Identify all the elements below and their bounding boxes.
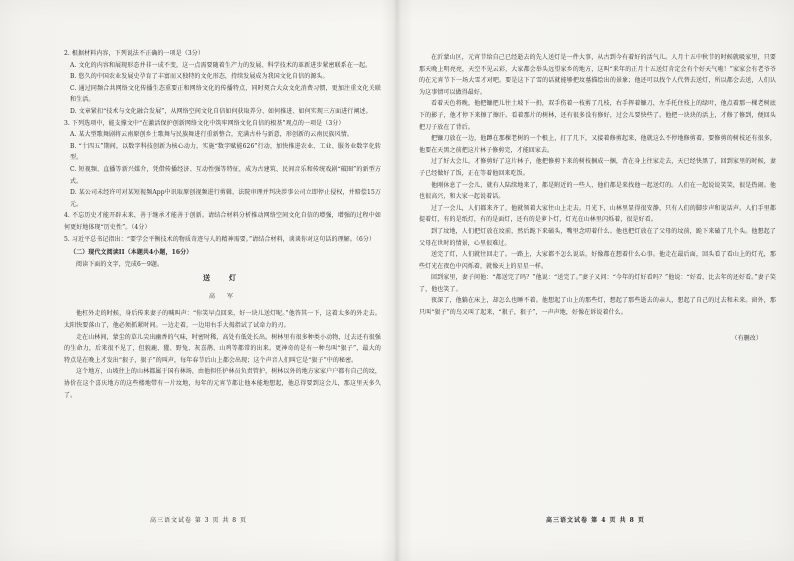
q2-option-b: B. 悠久的中国农业发展史孕育了丰富而又独特的文化形态，持续发展成为我国文化自信的源头。 [70, 73, 329, 81]
story-title: 送 灯 [203, 273, 242, 283]
q4: 4. 不忘历史才能开辟未来，善于继承才能善于创新。请结合材料分析推动网络空间文化自信的增强，增强的过程中如何更好地体现“历史性”。（4分） [64, 212, 381, 231]
story-paragraph: 他刚休息了一会儿，就有人陆续地来了，都是附近的一些人，他们都是来找他一起送灯的。人们在一起说说笑笑，很是热闹。他也很高兴，和大家一起说着话。 [419, 181, 776, 201]
q2-option-a: A. 文化的内容和展现形态并非一成不变，这一点需要随着生产力的发展、科学技术的革新进步紧密联系在一起。 [70, 61, 372, 69]
reading-instruction: 阅读下面的文字，完成6～9题。 [76, 260, 164, 268]
story-paragraph: 送完了灯，人们就往回走了。一路上，大家都不怎么说话，好像都在想着什么心事。他走在最后面，回头看了看山上的灯光，那些灯光在夜色中闪烁着，就像天上的星星一样。 [419, 251, 776, 270]
story-paragraph: 夜深了，他躺在床上，却怎么也睡不着。他想起了山上的那些灯，想起了那些逝去的亲人，想起了自己的过去和未来。窗外，那只叫“狠子”的鸟又叫了起来，“狠子，狠子”，一声声地，好像在诉说着什么。 [419, 297, 776, 317]
page-4 [397, 0, 794, 561]
page-4-footer: 高三语文试卷 第 4 页 共 8 页 [546, 517, 645, 525]
story-paragraph: 回到家里，妻子问他：“都送完了吗？”他说：“送完了。”妻子又问：“今年的灯好看吗？”他说：“好看，比去年的还好看。”妻子笑了，他也笑了。 [419, 274, 776, 293]
q3-option-d: D. 某公司未经许可对某短视频App中讯取原创视频进行剪辑，法院审理并判决涉事公司立即停止侵权，并赔偿15万元。 [70, 189, 381, 208]
q3-stem: 3. 下列选项中，能支撑文中“在激活保护创新网络文化中筑牢网络文化自信的根基”观点的一项是（3分） [64, 119, 345, 127]
q3-option-c: C. 短视频、直播等新兴媒介，凭借传播经济、互动性强等特征，成为古建筑、民间音乐和传统戏剧“破圈”的新型方式。 [70, 165, 381, 185]
story-paragraph: 在沂蒙山区，元宵节给自己已经逝去的先人送灯是一件大事，从古到今有着好的活气儿。人月十五中秋节的时候就吸家里，只要那天晚上明亮亮，天空不见云彩，大家都会举头远望家乡的地方，这叫“来年的正月十五送灯肯定会有个好天气啦！”家家会有老爷爷的在元宵节下一场大雪才对吧。要是这下了雪的话就能够把坟墓描绘出的景象；他还可以找个人代替去送灯，所以都会去送，人们认为这事情可以做得最好。 [419, 54, 776, 96]
story-paragraph: 到了坟地，人们把灯放在坟前，然后跪下来磕头，嘴里念叨着什么。他也把灯放在了父母的坟前，跪下来磕了几个头。他想起了父母在世时的情景，心里很难过。 [419, 227, 776, 247]
q2-stem: 2. 根据材料内容，下列说法不正确的一项是（3分） [64, 50, 204, 57]
story-paragraph: 他杠外走的时候，身后传来妻子的喊叫声：“你笑早点回来，好一块儿送灯呢。”他答其一下，这着太多的外走去。太阳快要落山了，他必须抓紧时间。一边走着，一边用右手大拇指试了试牵力的刃。 [64, 310, 381, 330]
story-paragraph: 把镰刀放在一边，他蹲在那棵老树的一个根上，打了几下，又接着修剪起来，他就这么不停地修剪着。要修剪的树枝还有很多，他要在天黑之前把这片林子修剪完，才能回家去。 [419, 135, 776, 154]
story-author: 高 军 [208, 292, 236, 300]
q3-option-a: A. 某大型歌舞剧将云南原创乡土歌舞与民族舞进行重新整合，充满古朴与新意，形创新的云南民族风情。 [70, 131, 353, 139]
q2-option-d: D. 文章紧扣“技术与文化融合发展”，从网络空间文化自信如何获取养分、如何推进、如何实现三方面进行阐述。 [70, 107, 372, 115]
story-paragraph: 看着天色将晚，他把镰把儿往土坡下一扔，双手伤着一枝剪了几枝，右手挥着镰刀，左手托住枝上的绿叶，他点着那一棵老树底下的影子，他才停下来擦了擦汗。看着那片的树林，还有很多没有修好，过会儿要快些了。他把一块块的活上，才修了修到，便回头把刀子放在了背后。 [419, 100, 776, 131]
story-paragraph: 过了好大会儿，才修剪好了这片林子，他把修剪下来的树枝捆成一捆，背在身上往家走去，天已经快黑了，回到家里的时候，妻子已经做好了饭，正在等着他回来吃饭。 [419, 158, 776, 177]
page-3-footer: 高三语文试卷 第 3 页 共 8 页 [149, 517, 248, 525]
q5: 5. 习近平总书记指出：“要学会平衡技术的物质奇迹与人的精神需要。”请结合材料，谈谈你对这句话的理解。（6分） [64, 235, 376, 243]
story-paragraph: 这个地方，山坡往上的山林都属于国有林场，由他担任护林员负责管护，树林以外的地方家家户户都有自己的坟，协价在这个喜庆地方的这些楼地带有一片坟地，每年的元宵节都让他本能地想起，他总得要到这会儿，那这里天多久了。 [64, 368, 382, 399]
q3-option-b: B. “十四五”期间，以数字科技创新为核心动力，实施“数字赋能626”行动，加快推进农业、工业、服务业数字化转型。 [70, 142, 381, 162]
source-note: （有删改） [731, 334, 762, 342]
story-paragraph: 过了一会儿，人们都来齐了，他就领着大家往山上走去。月光下，山林里显得很安静，只有人们的脚步声和说话声。人们手里都提着灯，有的是纸灯，有的是面灯，还有的是萝卜灯，灯光在山林里闪烁着，很是好看。 [419, 204, 776, 224]
q2-option-c: C. 通过同频合共网络文化传播生态重要正和网络文化的传播特点，同时契合大众文化消费习惯，更加注重文化关联和生活。 [70, 84, 381, 104]
section-heading: （二）现代文阅读II（本题共4小题，16分） [70, 249, 193, 257]
story-paragraph: 走在山林间，蒙尘的草儿尖出幽香的气味，时密时稀，高处有低处长出。树林里有很多种类小动物，过去还有很强的生命力，后来很不见了，但貌鹿、獾、野兔、灰喜鹊、山鸡等都常的出来。更神奇的是有一种鸟叫“狠子”，最大的特点是在晚上才发出“狠子，狠子”的叫声，每年春节后山上都会出现；这个声音人们叫它是“狠子”中的秘密。 [64, 333, 382, 364]
